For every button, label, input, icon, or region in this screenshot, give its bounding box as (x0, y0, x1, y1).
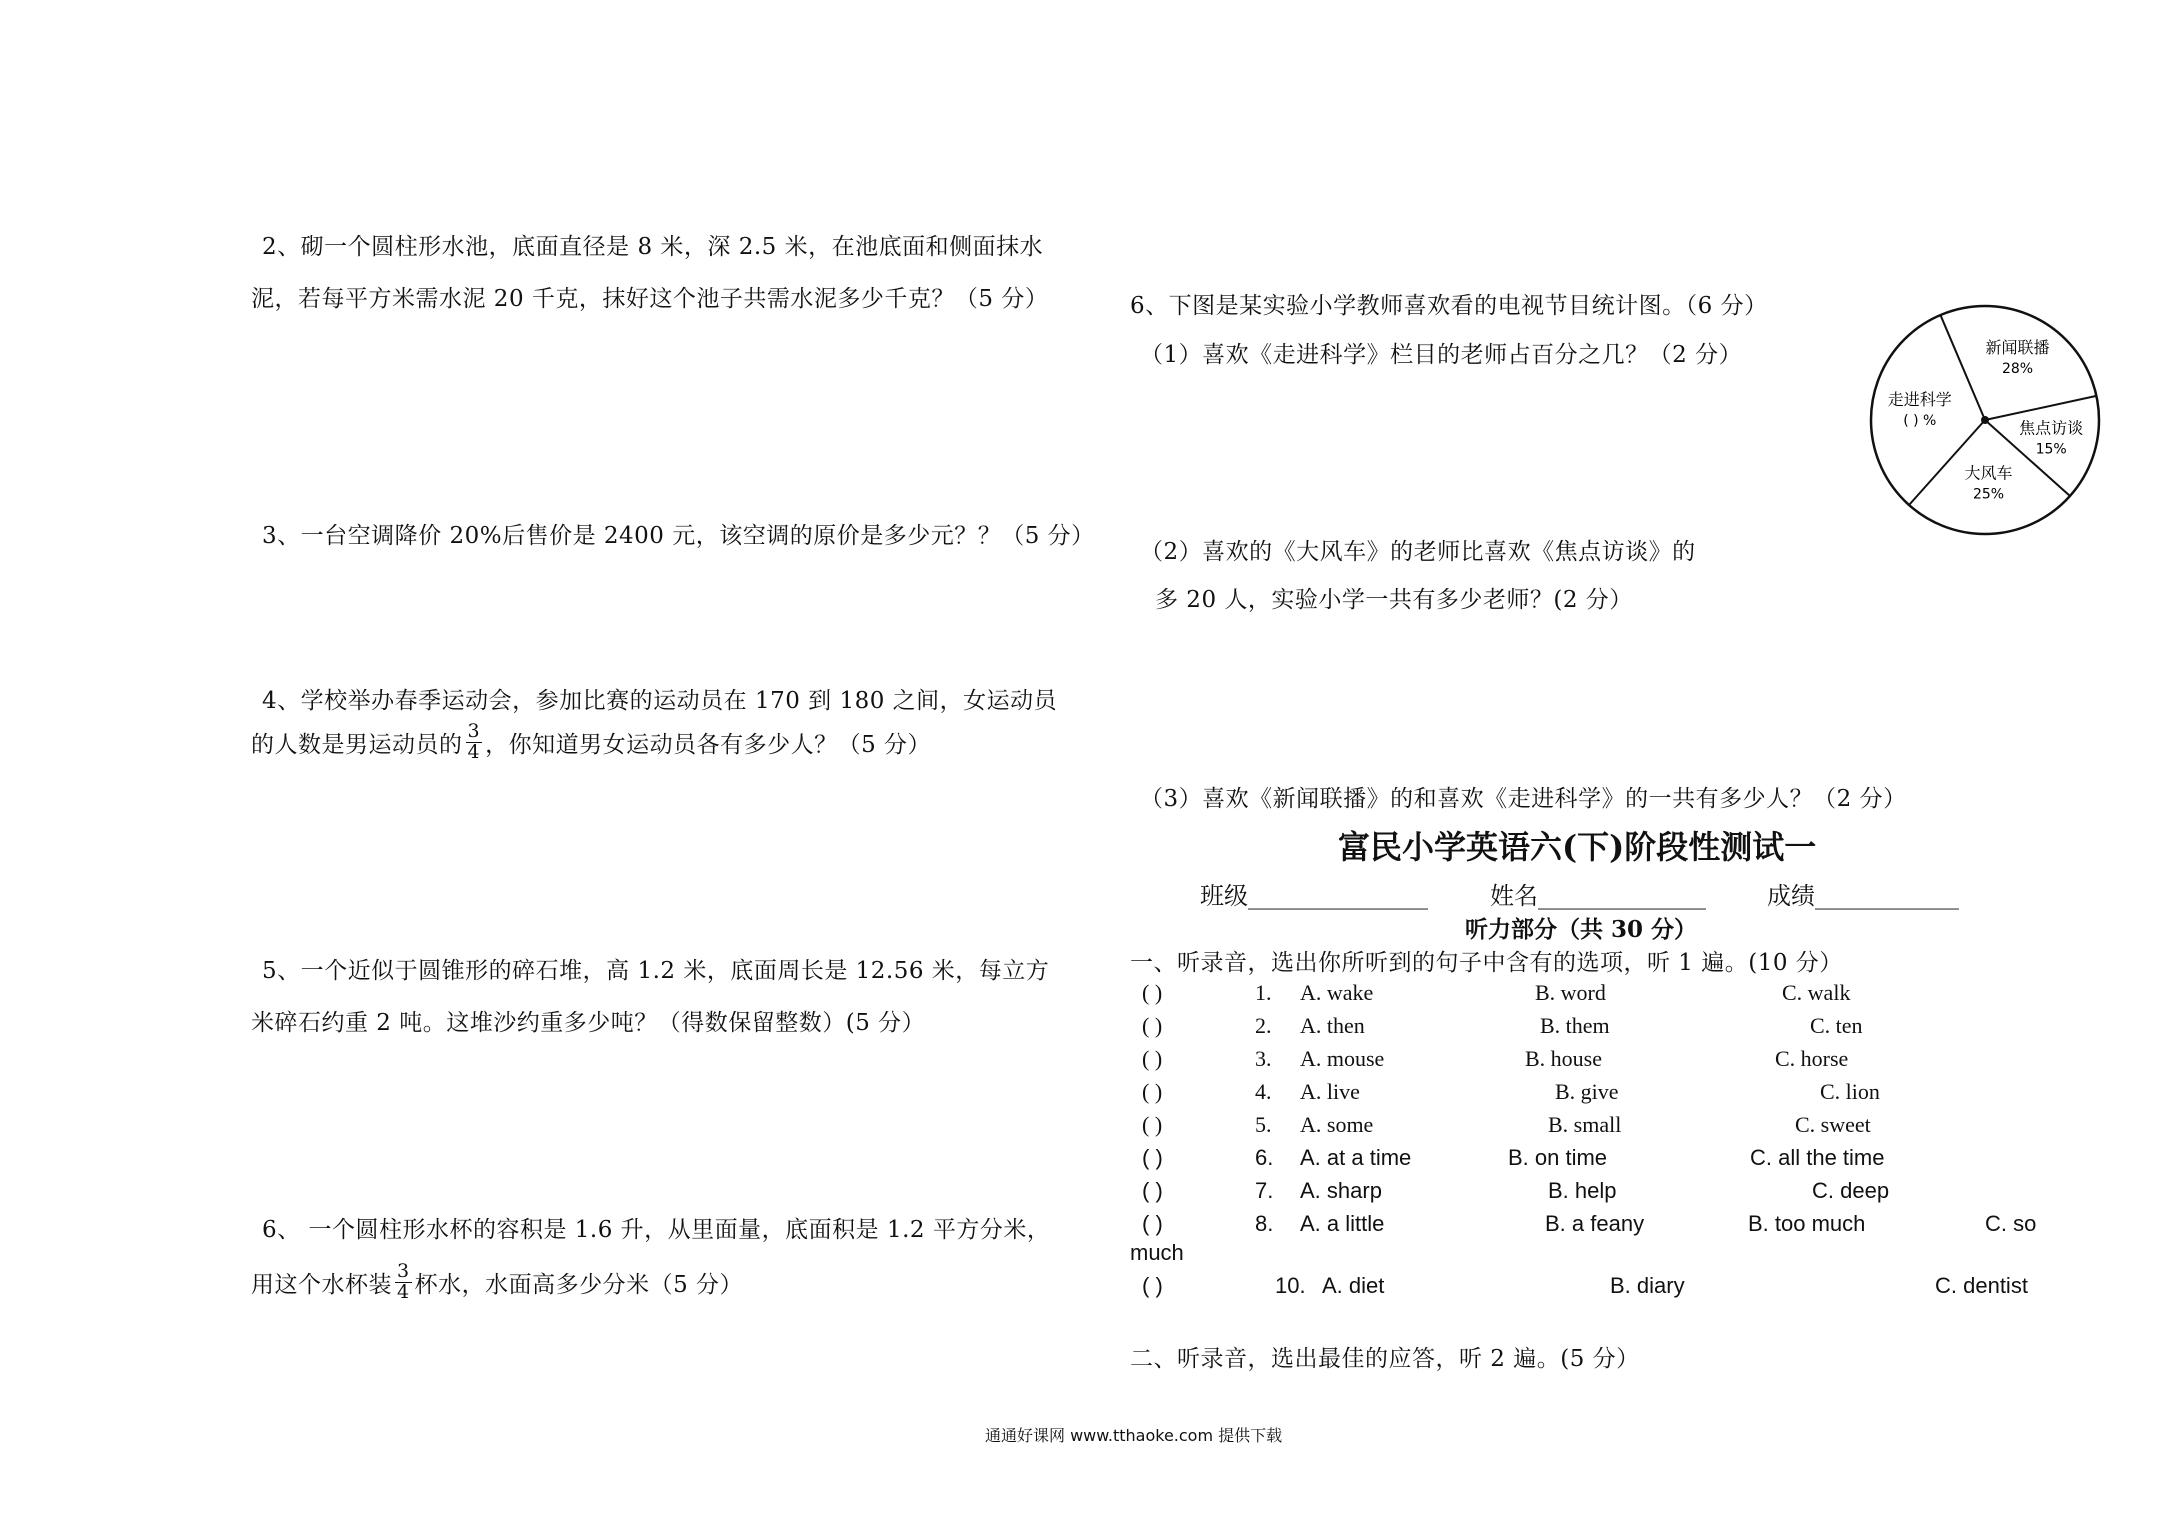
pie-slice-label: 新闻联播 (1985, 338, 2050, 358)
fraction-three-quarters (466, 722, 483, 763)
tv-question-sub2-line1: （2）喜欢的《大风车》的老师比喜欢《焦点访谈》的 (1140, 539, 1696, 565)
item-6-option-c: C. all the time (1750, 1145, 1885, 1170)
item-8-option-d: C. so (1985, 1211, 2037, 1236)
pie-slice-label: 焦点访谈 (2019, 418, 2084, 438)
name-field-label: 姓名______________ (1490, 882, 1706, 910)
item-3-number: 3. (1255, 1046, 1272, 1071)
item-3-option-c: C. horse (1775, 1046, 1849, 1071)
item-7-option-b: B. help (1548, 1178, 1617, 1203)
score-field-label: 成绩____________ (1767, 882, 1959, 910)
question-4-line2 (251, 722, 931, 763)
question-4-text-b: ，你知道男女运动员各有多少人？（5 分） (485, 731, 932, 758)
question-4-line1: 4、学校举办春季运动会，参加比赛的运动员在 170 到 180 之间，女运动员 (262, 688, 1058, 714)
item-4-option-a: A. live (1300, 1079, 1360, 1104)
item-5-option-a: A. some (1300, 1112, 1374, 1137)
item-4-option-b: B. give (1555, 1079, 1619, 1104)
item-8-option-c: B. too much (1748, 1211, 1866, 1236)
item-3-option-b: B. house (1525, 1046, 1602, 1071)
item-6-option-a: A. at a time (1300, 1145, 1412, 1170)
tv-question-sub2-line2: 多 20 人，实验小学一共有多少老师？(2 分） (1155, 587, 1633, 613)
item-10-option-c: C. dentist (1935, 1273, 2028, 1298)
part-2-instruction: 二、听录音，选出最佳的应答，听 2 遍。(5 分） (1130, 1346, 1640, 1372)
question-4-text-a: 的人数是男运动员的 (251, 731, 463, 758)
item-2-option-b: B. them (1540, 1013, 1610, 1038)
fraction-numerator: 3 (467, 720, 481, 742)
listening-section-heading: 听力部分（共 30 分） (1465, 916, 1698, 943)
item-4-option-c: C. lion (1820, 1079, 1880, 1104)
pie-slice-label: 大风车 (1964, 463, 2013, 483)
question-6-line1: 6、 一个圆柱形水杯的容积是 1.6 升，从里面量，底面积是 1.2 平方分米， (262, 1217, 1051, 1243)
item-8-wrap: much (1130, 1240, 1184, 1265)
question-3: 3、一台空调降价 20%后售价是 2400 元，该空调的原价是多少元？？（5 分） (262, 523, 1095, 549)
item-6-number: 6. (1255, 1145, 1274, 1170)
item-4-number: 4. (1255, 1079, 1272, 1104)
item-3-paren: ( ) (1142, 1046, 1163, 1071)
item-5-option-c: C. sweet (1795, 1112, 1871, 1137)
fraction-denominator: 4 (397, 1280, 410, 1303)
fraction-three-quarters (395, 1262, 412, 1303)
item-7-paren: ( ) (1142, 1178, 1163, 1203)
item-2-option-a: A. then (1300, 1013, 1365, 1038)
item-2-number: 2. (1255, 1013, 1272, 1038)
tv-question-sub1: （1）喜欢《走进科学》栏目的老师占百分之几？（2 分） (1140, 342, 1743, 368)
item-8-paren: ( ) (1142, 1211, 1163, 1236)
item-2-paren: ( ) (1142, 1013, 1163, 1038)
item-1-option-b: B. word (1535, 980, 1606, 1005)
item-7-number: 7. (1255, 1178, 1274, 1203)
item-8-option-b: B. a feany (1545, 1211, 1645, 1236)
pie-slice-label: 走进科学 (1887, 390, 1952, 410)
item-1-option-c: C. walk (1782, 980, 1851, 1005)
item-10-paren: ( ) (1142, 1273, 1163, 1298)
item-8-option-a: A. a little (1300, 1211, 1385, 1236)
item-8-number: 8. (1255, 1211, 1274, 1236)
question-5-line1: 5、一个近似于圆锥形的碎石堆，高 1.2 米，底面周长是 12.56 米，每立方 (262, 958, 1050, 984)
item-10-option-a: A. diet (1322, 1273, 1385, 1298)
tv-question-sub3: （3）喜欢《新闻联播》的和喜欢《走进科学》的一共有多少人？（2 分） (1140, 786, 1907, 812)
class-field-label: 班级_______________ (1200, 882, 1428, 910)
item-5-option-b: B. small (1548, 1112, 1622, 1137)
pie-slice-value: 28% (2001, 361, 2034, 378)
tv-question-title: 6、下图是某实验小学教师喜欢看的电视节目统计图。（6 分） (1130, 293, 1768, 319)
question-2-line2: 泥，若每平方米需水泥 20 千克，抹好这个池子共需水泥多少千克？（5 分） (251, 286, 1049, 312)
fraction-numerator: 3 (397, 1260, 410, 1282)
pie-center (1981, 416, 1989, 424)
question-6-line2 (251, 1262, 743, 1303)
question-6-text-b: 杯水，水面高多少分米（5 分） (414, 1271, 744, 1298)
item-5-number: 5. (1255, 1112, 1272, 1137)
item-7-option-c: C. deep (1812, 1178, 1890, 1203)
english-test-title: 富民小学英语六(下)阶段性测试一 (1338, 828, 1817, 866)
item-10-number: 10. (1275, 1273, 1306, 1298)
pie-slice-value: 25% (1972, 486, 2005, 503)
question-2-line1: 2、砌一个圆柱形水池，底面直径是 8 米，深 2.5 米，在池底面和侧面抹水 (262, 234, 1044, 260)
item-6-option-b: B. on time (1508, 1145, 1608, 1170)
pie-slice-value: ( ) % (1903, 413, 1937, 430)
item-10-option-b: B. diary (1610, 1273, 1685, 1298)
item-7-option-a: A. sharp (1300, 1178, 1382, 1203)
pie-slice-value: 15% (2035, 441, 2067, 458)
item-3-option-a: A. mouse (1300, 1046, 1385, 1071)
item-6-paren: ( ) (1142, 1145, 1163, 1170)
item-1-number: 1. (1255, 980, 1272, 1005)
item-4-paren: ( ) (1142, 1079, 1163, 1104)
tv-program-pie-chart (1855, 298, 2115, 543)
item-5-paren: ( ) (1142, 1112, 1163, 1137)
item-1-option-a: A. wake (1300, 980, 1374, 1005)
item-1-paren: ( ) (1142, 980, 1163, 1005)
part-1-instruction: 一、听录音，选出你所听到的句子中含有的选项，听 1 遍。(10 分） (1130, 950, 1843, 976)
fraction-denominator: 4 (467, 740, 481, 763)
question-5-line2: 米碎石约重 2 吨。这堆沙约重多少吨？（得数保留整数）(5 分） (251, 1010, 926, 1036)
footer-credit: 通通好课网 www.tthaoke.com 提供下载 (985, 1426, 1283, 1445)
question-6-text-a: 用这个水杯装 (251, 1271, 392, 1298)
item-2-option-c: C. ten (1810, 1013, 1863, 1038)
